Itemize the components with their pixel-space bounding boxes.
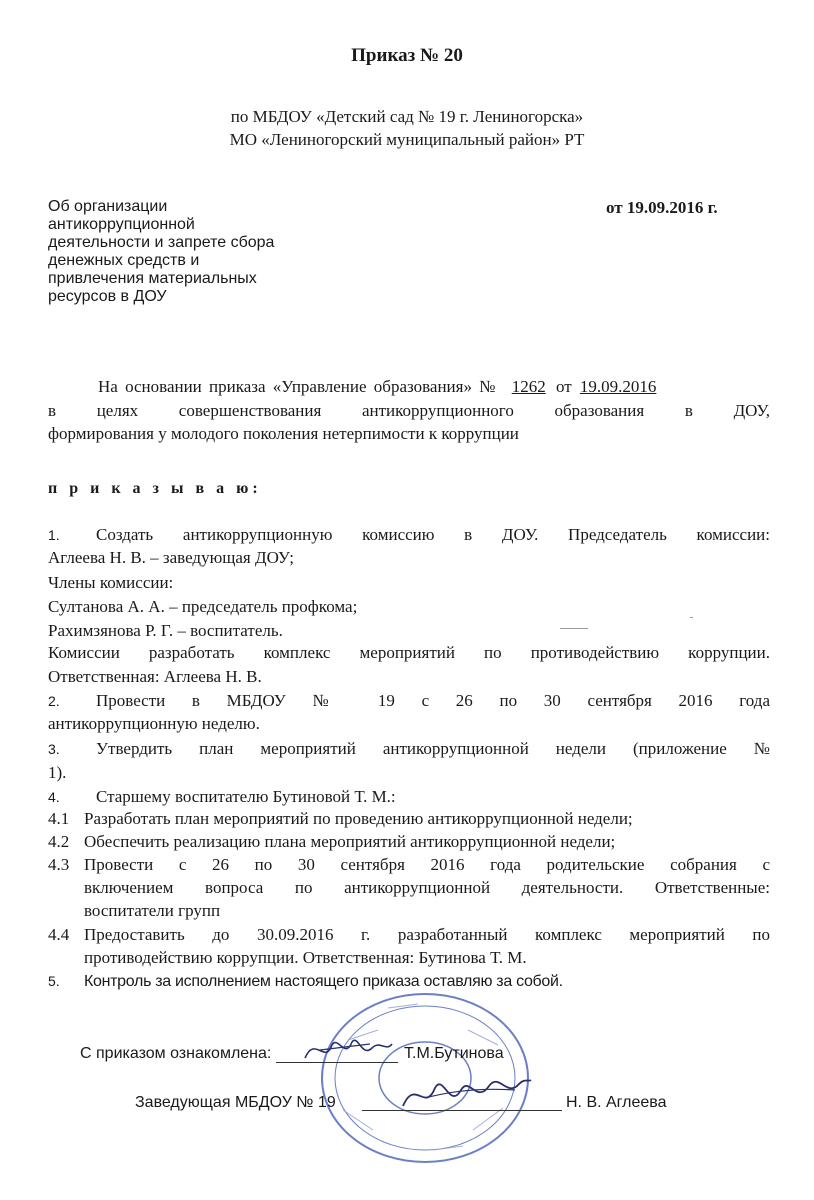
item-3: 3. Утвердить план мероприятий антикоррупционной недели (приложение № bbox=[48, 739, 770, 758]
order-number: 1262 bbox=[511, 377, 546, 396]
organization-line-1: по МБДОУ «Детский сад № 19 г. Лениногорска» bbox=[230, 107, 584, 126]
subject-line: антикоррупционной bbox=[48, 216, 195, 233]
subject-line: денежных средств и bbox=[48, 252, 200, 269]
preamble-line-3: формирования у молодого поколения нетерпимости к коррупции bbox=[48, 424, 519, 443]
item-3-line-2: 1). bbox=[48, 763, 67, 782]
order-date: от 19.09.2016 г. bbox=[606, 198, 718, 217]
acquainted-name: Т.М.Бутинова bbox=[404, 1045, 504, 1062]
member-2: Рахимзянова Р. Г. – воспитатель. bbox=[48, 621, 283, 640]
subitem-4-3: 4.3 Провести с 26 по 30 сентября 2016 года родительские собрания с bbox=[48, 855, 770, 874]
subject-line: деятельности и запрете сбора bbox=[48, 234, 275, 251]
scan-artifact bbox=[560, 628, 588, 629]
document-title: Приказ № 20 bbox=[351, 45, 463, 66]
subitem-4-2: 4.2 Обеспечить реализацию плана мероприятий антикоррупционной недели; bbox=[48, 832, 616, 851]
scan-artifact bbox=[690, 617, 693, 618]
acquainted-label: С приказом ознакомлена: bbox=[80, 1045, 272, 1062]
preamble-line-1: На основании приказа «Управление образования» № 1262 от 19.09.2016 bbox=[98, 377, 657, 396]
head-name: Н. В. Аглеева bbox=[566, 1094, 667, 1111]
subject-line: ресурсов в ДОУ bbox=[48, 288, 167, 305]
signature-icon bbox=[300, 1030, 395, 1070]
signature-icon bbox=[395, 1068, 535, 1118]
preamble-line-2: в целях совершенствования антикоррупционного образования в ДОУ, bbox=[48, 401, 770, 420]
order-reference-date: 19.09.2016 bbox=[579, 377, 657, 396]
item-2-line-2: антикоррупционную неделю. bbox=[48, 714, 260, 733]
member-1: Султанова А. А. – председатель профкома; bbox=[48, 597, 358, 616]
item-5: 5. Контроль за исполнением настоящего приказа оставляю за собой. bbox=[48, 973, 563, 990]
subitem-4-3-line-3: воспитатели групп bbox=[84, 901, 221, 920]
commission-task: Комиссии разработать комплекс мероприятий по противодействию коррупции. bbox=[48, 643, 770, 662]
subject-line: Об организации bbox=[48, 198, 168, 215]
item-1-line-2: Аглеева Н. В. – заведующая ДОУ; bbox=[48, 548, 295, 567]
item-2: 2. Провести в МБДОУ № 19 с 26 по 30 сентября 2016 года bbox=[48, 691, 770, 710]
item-1: 1. Создать антикоррупционную комиссию в ДОУ. Председатель комиссии: bbox=[48, 525, 770, 544]
organization-line-2: МО «Лениногорский муниципальный район» РТ bbox=[229, 130, 585, 149]
subitem-4-3-line-2: включением вопроса по антикоррупционной деятельности. Ответственные: bbox=[84, 878, 770, 897]
order-subject bbox=[48, 198, 318, 306]
subitem-4-4: 4.4 Предоставить до 30.09.2016 г. разработанный комплекс мероприятий по bbox=[48, 925, 770, 944]
commission-responsible: Ответственная: Аглеева Н. В. bbox=[48, 667, 262, 686]
head-label: Заведующая МБДОУ № 19 bbox=[135, 1094, 336, 1111]
subitem-4-4-line-2: противодействию коррупции. Ответственная: Бутинова Т. М. bbox=[84, 948, 527, 967]
members-label: Члены комиссии: bbox=[48, 573, 174, 592]
subject-line: привлечения материальных bbox=[48, 270, 257, 287]
subitem-4-1: 4.1 Разработать план мероприятий по проведению антикоррупционной недели; bbox=[48, 809, 633, 828]
order-heading: п р и к а з ы в а ю: bbox=[48, 480, 262, 497]
item-4: 4. Старшему воспитателю Бутиновой Т. М.: bbox=[48, 787, 396, 806]
